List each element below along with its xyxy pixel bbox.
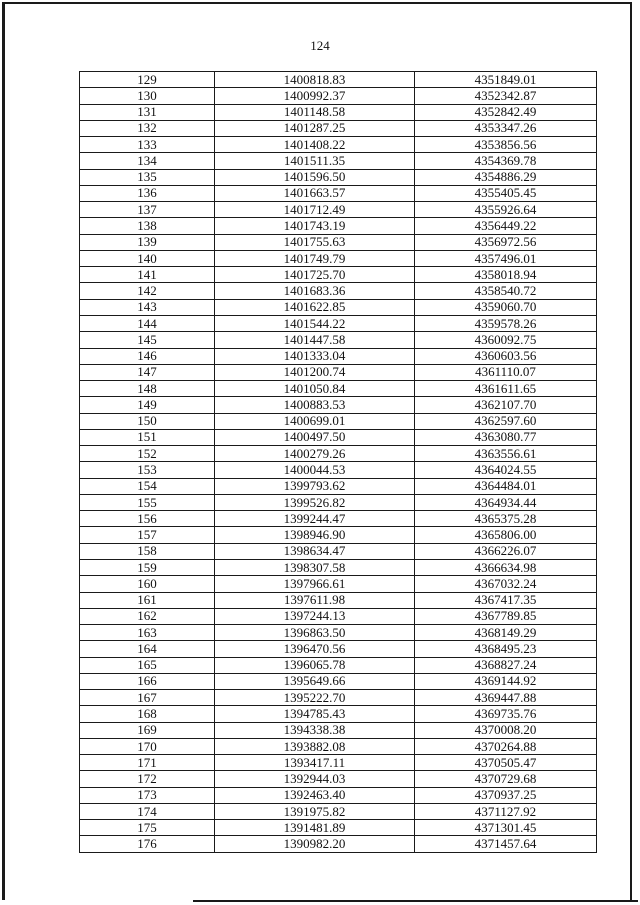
- table-row: [80, 543, 597, 559]
- point-number-cell: 157: [80, 527, 215, 543]
- x-coordinate-cell: 1392463.40: [215, 787, 415, 803]
- table-row: [80, 364, 597, 380]
- x-coordinate-cell: 1393882.08: [215, 738, 415, 754]
- point-number-cell: 166: [80, 673, 215, 689]
- y-coordinate-cell: 4370008.20: [415, 722, 597, 738]
- x-coordinate-cell: 1394338.38: [215, 722, 415, 738]
- table-row: [80, 250, 597, 266]
- table-row: [80, 755, 597, 771]
- y-coordinate-cell: 4371127.92: [415, 803, 597, 819]
- y-coordinate-cell: 4356972.56: [415, 234, 597, 250]
- point-number-cell: 156: [80, 511, 215, 527]
- x-coordinate-cell: 1401148.58: [215, 104, 415, 120]
- x-coordinate-cell: 1401596.50: [215, 169, 415, 185]
- x-coordinate-cell: 1401544.22: [215, 315, 415, 331]
- table-row: [80, 690, 597, 706]
- point-number-cell: 137: [80, 202, 215, 218]
- point-number-cell: 131: [80, 104, 215, 120]
- x-coordinate-cell: 1401622.85: [215, 299, 415, 315]
- point-number-cell: 172: [80, 771, 215, 787]
- point-number-cell: 175: [80, 820, 215, 836]
- y-coordinate-cell: 4355405.45: [415, 185, 597, 201]
- table-row: [80, 381, 597, 397]
- x-coordinate-cell: 1401333.04: [215, 348, 415, 364]
- table-row: [80, 787, 597, 803]
- page-number: 124: [310, 38, 330, 53]
- y-coordinate-cell: 4370264.88: [415, 738, 597, 754]
- x-coordinate-cell: 1396863.50: [215, 625, 415, 641]
- table-row: [80, 462, 597, 478]
- y-coordinate-cell: 4363556.61: [415, 446, 597, 462]
- point-number-cell: 138: [80, 218, 215, 234]
- point-number-cell: 170: [80, 738, 215, 754]
- y-coordinate-cell: 4371457.64: [415, 836, 597, 852]
- y-coordinate-cell: 4364934.44: [415, 494, 597, 510]
- table-row: [80, 429, 597, 445]
- y-coordinate-cell: 4368149.29: [415, 625, 597, 641]
- point-number-cell: 164: [80, 641, 215, 657]
- point-number-cell: 148: [80, 381, 215, 397]
- x-coordinate-cell: 1401663.57: [215, 185, 415, 201]
- x-coordinate-cell: 1399793.62: [215, 478, 415, 494]
- table-row: [80, 169, 597, 185]
- x-coordinate-cell: 1400497.50: [215, 429, 415, 445]
- y-coordinate-cell: 4366226.07: [415, 543, 597, 559]
- point-number-cell: 151: [80, 429, 215, 445]
- x-coordinate-cell: 1400883.53: [215, 397, 415, 413]
- table-row: [80, 641, 597, 657]
- table-row: [80, 120, 597, 136]
- point-number-cell: 136: [80, 185, 215, 201]
- table-row: [80, 299, 597, 315]
- point-number-cell: 161: [80, 592, 215, 608]
- x-coordinate-cell: 1398307.58: [215, 559, 415, 575]
- point-number-cell: 176: [80, 836, 215, 852]
- point-number-cell: 169: [80, 722, 215, 738]
- table-row: [80, 315, 597, 331]
- table-row: [80, 559, 597, 575]
- table-row: [80, 738, 597, 754]
- coordinates-table: [79, 71, 597, 853]
- table-row: [80, 185, 597, 201]
- x-coordinate-cell: 1401755.63: [215, 234, 415, 250]
- point-number-cell: 140: [80, 250, 215, 266]
- y-coordinate-cell: 4360092.75: [415, 332, 597, 348]
- x-coordinate-cell: 1400818.83: [215, 72, 415, 88]
- point-number-cell: 167: [80, 690, 215, 706]
- y-coordinate-cell: 4352342.87: [415, 88, 597, 104]
- y-coordinate-cell: 4362107.70: [415, 397, 597, 413]
- point-number-cell: 143: [80, 299, 215, 315]
- y-coordinate-cell: 4369144.92: [415, 673, 597, 689]
- x-coordinate-cell: 1399244.47: [215, 511, 415, 527]
- x-coordinate-cell: 1401712.49: [215, 202, 415, 218]
- point-number-cell: 132: [80, 120, 215, 136]
- table-row: [80, 820, 597, 836]
- table-row: [80, 494, 597, 510]
- x-coordinate-cell: 1401447.58: [215, 332, 415, 348]
- x-coordinate-cell: 1401749.79: [215, 250, 415, 266]
- y-coordinate-cell: 4353856.56: [415, 137, 597, 153]
- table-row: [80, 348, 597, 364]
- point-number-cell: 155: [80, 494, 215, 510]
- x-coordinate-cell: 1395222.70: [215, 690, 415, 706]
- table-row: [80, 202, 597, 218]
- table-row: [80, 397, 597, 413]
- x-coordinate-cell: 1401725.70: [215, 267, 415, 283]
- point-number-cell: 139: [80, 234, 215, 250]
- table-row: [80, 153, 597, 169]
- y-coordinate-cell: 4358540.72: [415, 283, 597, 299]
- x-coordinate-cell: 1398946.90: [215, 527, 415, 543]
- table-row: [80, 283, 597, 299]
- coordinates-table-body: [80, 72, 597, 853]
- point-number-cell: 150: [80, 413, 215, 429]
- point-number-cell: 158: [80, 543, 215, 559]
- y-coordinate-cell: 4364024.55: [415, 462, 597, 478]
- x-coordinate-cell: 1396065.78: [215, 657, 415, 673]
- point-number-cell: 171: [80, 755, 215, 771]
- x-coordinate-cell: 1400279.26: [215, 446, 415, 462]
- y-coordinate-cell: 4371301.45: [415, 820, 597, 836]
- table-row: [80, 592, 597, 608]
- point-number-cell: 142: [80, 283, 215, 299]
- y-coordinate-cell: 4353347.26: [415, 120, 597, 136]
- x-coordinate-cell: 1394785.43: [215, 706, 415, 722]
- table-row: [80, 234, 597, 250]
- y-coordinate-cell: 4367417.35: [415, 592, 597, 608]
- table-row: [80, 527, 597, 543]
- y-coordinate-cell: 4358018.94: [415, 267, 597, 283]
- bottom-rule: [193, 900, 638, 902]
- y-coordinate-cell: 4356449.22: [415, 218, 597, 234]
- y-coordinate-cell: 4361110.07: [415, 364, 597, 380]
- x-coordinate-cell: 1398634.47: [215, 543, 415, 559]
- y-coordinate-cell: 4359060.70: [415, 299, 597, 315]
- point-number-cell: 165: [80, 657, 215, 673]
- point-number-cell: 134: [80, 153, 215, 169]
- y-coordinate-cell: 4367032.24: [415, 576, 597, 592]
- x-coordinate-cell: 1401408.22: [215, 137, 415, 153]
- point-number-cell: 129: [80, 72, 215, 88]
- x-coordinate-cell: 1391481.89: [215, 820, 415, 836]
- point-number-cell: 159: [80, 559, 215, 575]
- x-coordinate-cell: 1401200.74: [215, 364, 415, 380]
- table-row: [80, 267, 597, 283]
- table-row: [80, 771, 597, 787]
- y-coordinate-cell: 4354886.29: [415, 169, 597, 185]
- table-row: [80, 104, 597, 120]
- point-number-cell: 154: [80, 478, 215, 494]
- x-coordinate-cell: 1397244.13: [215, 608, 415, 624]
- y-coordinate-cell: 4364484.01: [415, 478, 597, 494]
- y-coordinate-cell: 4365806.00: [415, 527, 597, 543]
- table-row: [80, 625, 597, 641]
- point-number-cell: 147: [80, 364, 215, 380]
- point-number-cell: 153: [80, 462, 215, 478]
- point-number-cell: 163: [80, 625, 215, 641]
- x-coordinate-cell: 1401743.19: [215, 218, 415, 234]
- x-coordinate-cell: 1395649.66: [215, 673, 415, 689]
- x-coordinate-cell: 1397611.98: [215, 592, 415, 608]
- y-coordinate-cell: 4354369.78: [415, 153, 597, 169]
- x-coordinate-cell: 1399526.82: [215, 494, 415, 510]
- y-coordinate-cell: 4370937.25: [415, 787, 597, 803]
- y-coordinate-cell: 4369447.88: [415, 690, 597, 706]
- y-coordinate-cell: 4359578.26: [415, 315, 597, 331]
- x-coordinate-cell: 1400992.37: [215, 88, 415, 104]
- point-number-cell: 130: [80, 88, 215, 104]
- point-number-cell: 162: [80, 608, 215, 624]
- y-coordinate-cell: 4357496.01: [415, 250, 597, 266]
- point-number-cell: 133: [80, 137, 215, 153]
- table-row: [80, 413, 597, 429]
- point-number-cell: 146: [80, 348, 215, 364]
- y-coordinate-cell: 4368495.23: [415, 641, 597, 657]
- table-row: [80, 72, 597, 88]
- point-number-cell: 168: [80, 706, 215, 722]
- y-coordinate-cell: 4370505.47: [415, 755, 597, 771]
- table-row: [80, 706, 597, 722]
- table-row: [80, 88, 597, 104]
- table-row: [80, 511, 597, 527]
- point-number-cell: 152: [80, 446, 215, 462]
- x-coordinate-cell: 1401511.35: [215, 153, 415, 169]
- x-coordinate-cell: 1401287.25: [215, 120, 415, 136]
- x-coordinate-cell: 1401683.36: [215, 283, 415, 299]
- table-row: [80, 218, 597, 234]
- point-number-cell: 149: [80, 397, 215, 413]
- y-coordinate-cell: 4361611.65: [415, 381, 597, 397]
- x-coordinate-cell: 1390982.20: [215, 836, 415, 852]
- table-row: [80, 803, 597, 819]
- table-row: [80, 836, 597, 852]
- x-coordinate-cell: 1397966.61: [215, 576, 415, 592]
- x-coordinate-cell: 1400044.53: [215, 462, 415, 478]
- y-coordinate-cell: 4370729.68: [415, 771, 597, 787]
- y-coordinate-cell: 4362597.60: [415, 413, 597, 429]
- point-number-cell: 160: [80, 576, 215, 592]
- point-number-cell: 174: [80, 803, 215, 819]
- table-row: [80, 446, 597, 462]
- x-coordinate-cell: 1400699.01: [215, 413, 415, 429]
- y-coordinate-cell: 4369735.76: [415, 706, 597, 722]
- x-coordinate-cell: 1393417.11: [215, 755, 415, 771]
- y-coordinate-cell: 4360603.56: [415, 348, 597, 364]
- x-coordinate-cell: 1396470.56: [215, 641, 415, 657]
- y-coordinate-cell: 4351849.01: [415, 72, 597, 88]
- point-number-cell: 141: [80, 267, 215, 283]
- table-row: [80, 576, 597, 592]
- y-coordinate-cell: 4355926.64: [415, 202, 597, 218]
- y-coordinate-cell: 4366634.98: [415, 559, 597, 575]
- table-row: [80, 657, 597, 673]
- x-coordinate-cell: 1401050.84: [215, 381, 415, 397]
- y-coordinate-cell: 4367789.85: [415, 608, 597, 624]
- table-row: [80, 608, 597, 624]
- point-number-cell: 173: [80, 787, 215, 803]
- x-coordinate-cell: 1392944.03: [215, 771, 415, 787]
- table-row: [80, 673, 597, 689]
- point-number-cell: 145: [80, 332, 215, 348]
- y-coordinate-cell: 4368827.24: [415, 657, 597, 673]
- y-coordinate-cell: 4363080.77: [415, 429, 597, 445]
- point-number-cell: 144: [80, 315, 215, 331]
- table-row: [80, 478, 597, 494]
- y-coordinate-cell: 4352842.49: [415, 104, 597, 120]
- point-number-cell: 135: [80, 169, 215, 185]
- table-row: [80, 137, 597, 153]
- table-row: [80, 332, 597, 348]
- y-coordinate-cell: 4365375.28: [415, 511, 597, 527]
- table-row: [80, 722, 597, 738]
- x-coordinate-cell: 1391975.82: [215, 803, 415, 819]
